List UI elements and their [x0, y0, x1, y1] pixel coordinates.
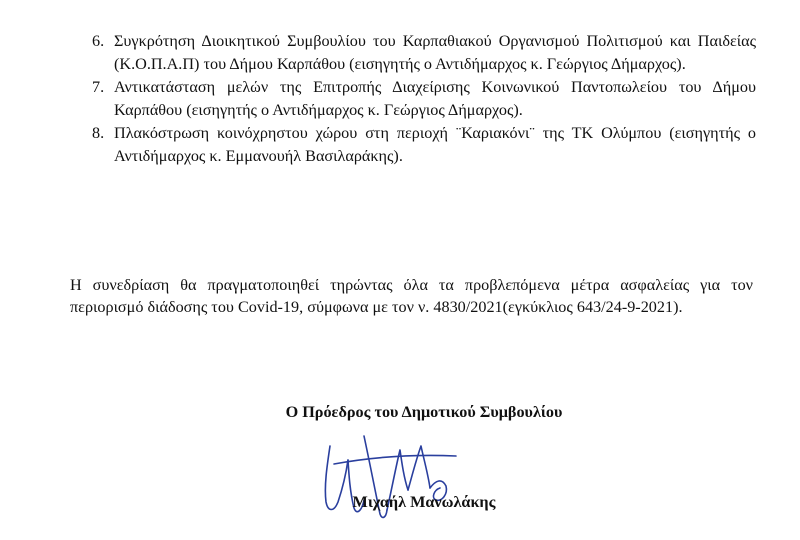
agenda-item-text: Συγκρότηση Διοικητικού Συμβουλίου του Καρπαθιακού Οργανισμού Πολιτισμού και Παιδείας (Κ.Ο.Π.Α.Π) του Δήμου Καρπάθου (εισηγητής ο Αντιδήμαρχος κ. Γεώργιος Δήμαρχος). — [114, 32, 756, 73]
agenda-item-text: Αντικατάσταση μελών της Επιτροπής Διαχείρισης Κοινωνικού Παντοπωλείου του Δήμου Καρπάθου (εισηγητής ο Αντιδήμαρχος κ. Γεώργιος Δήμαρχος). — [114, 78, 756, 119]
agenda-item-8 — [92, 122, 756, 168]
signature-title: Ο Πρόεδρος του Δημοτικού Συμβουλίου — [285, 403, 563, 421]
signatory-name: Μιχαήλ Μανωλάκης — [352, 493, 496, 511]
covid-notice-paragraph: Η συνεδρίαση θα πραγματοποιηθεί τηρώντας όλα τα προβλεπόμενα μέτρα ασφαλείας για τον περιορισμό διάδοσης του Covid-19, σύμφωνα με τον ν. 4830/2021(εγκύκλιος 643/24-9-2021). — [70, 276, 753, 316]
agenda-item-number: 7. — [92, 78, 105, 96]
agenda-item-text: Πλακόστρωση κοινόχρηστου χώρου στη περιοχή ¨Καριακόνι¨ της ΤΚ Ολύμπου (εισηγητής ο Αντιδήμαρχος κ. Εμμανουήλ Βασιλαράκης). — [114, 124, 756, 165]
agenda-item-number: 8. — [92, 124, 105, 142]
agenda-item-6 — [92, 30, 756, 76]
agenda-list — [92, 30, 756, 168]
agenda-item-number: 6. — [92, 32, 105, 50]
agenda-item-7 — [92, 76, 756, 122]
